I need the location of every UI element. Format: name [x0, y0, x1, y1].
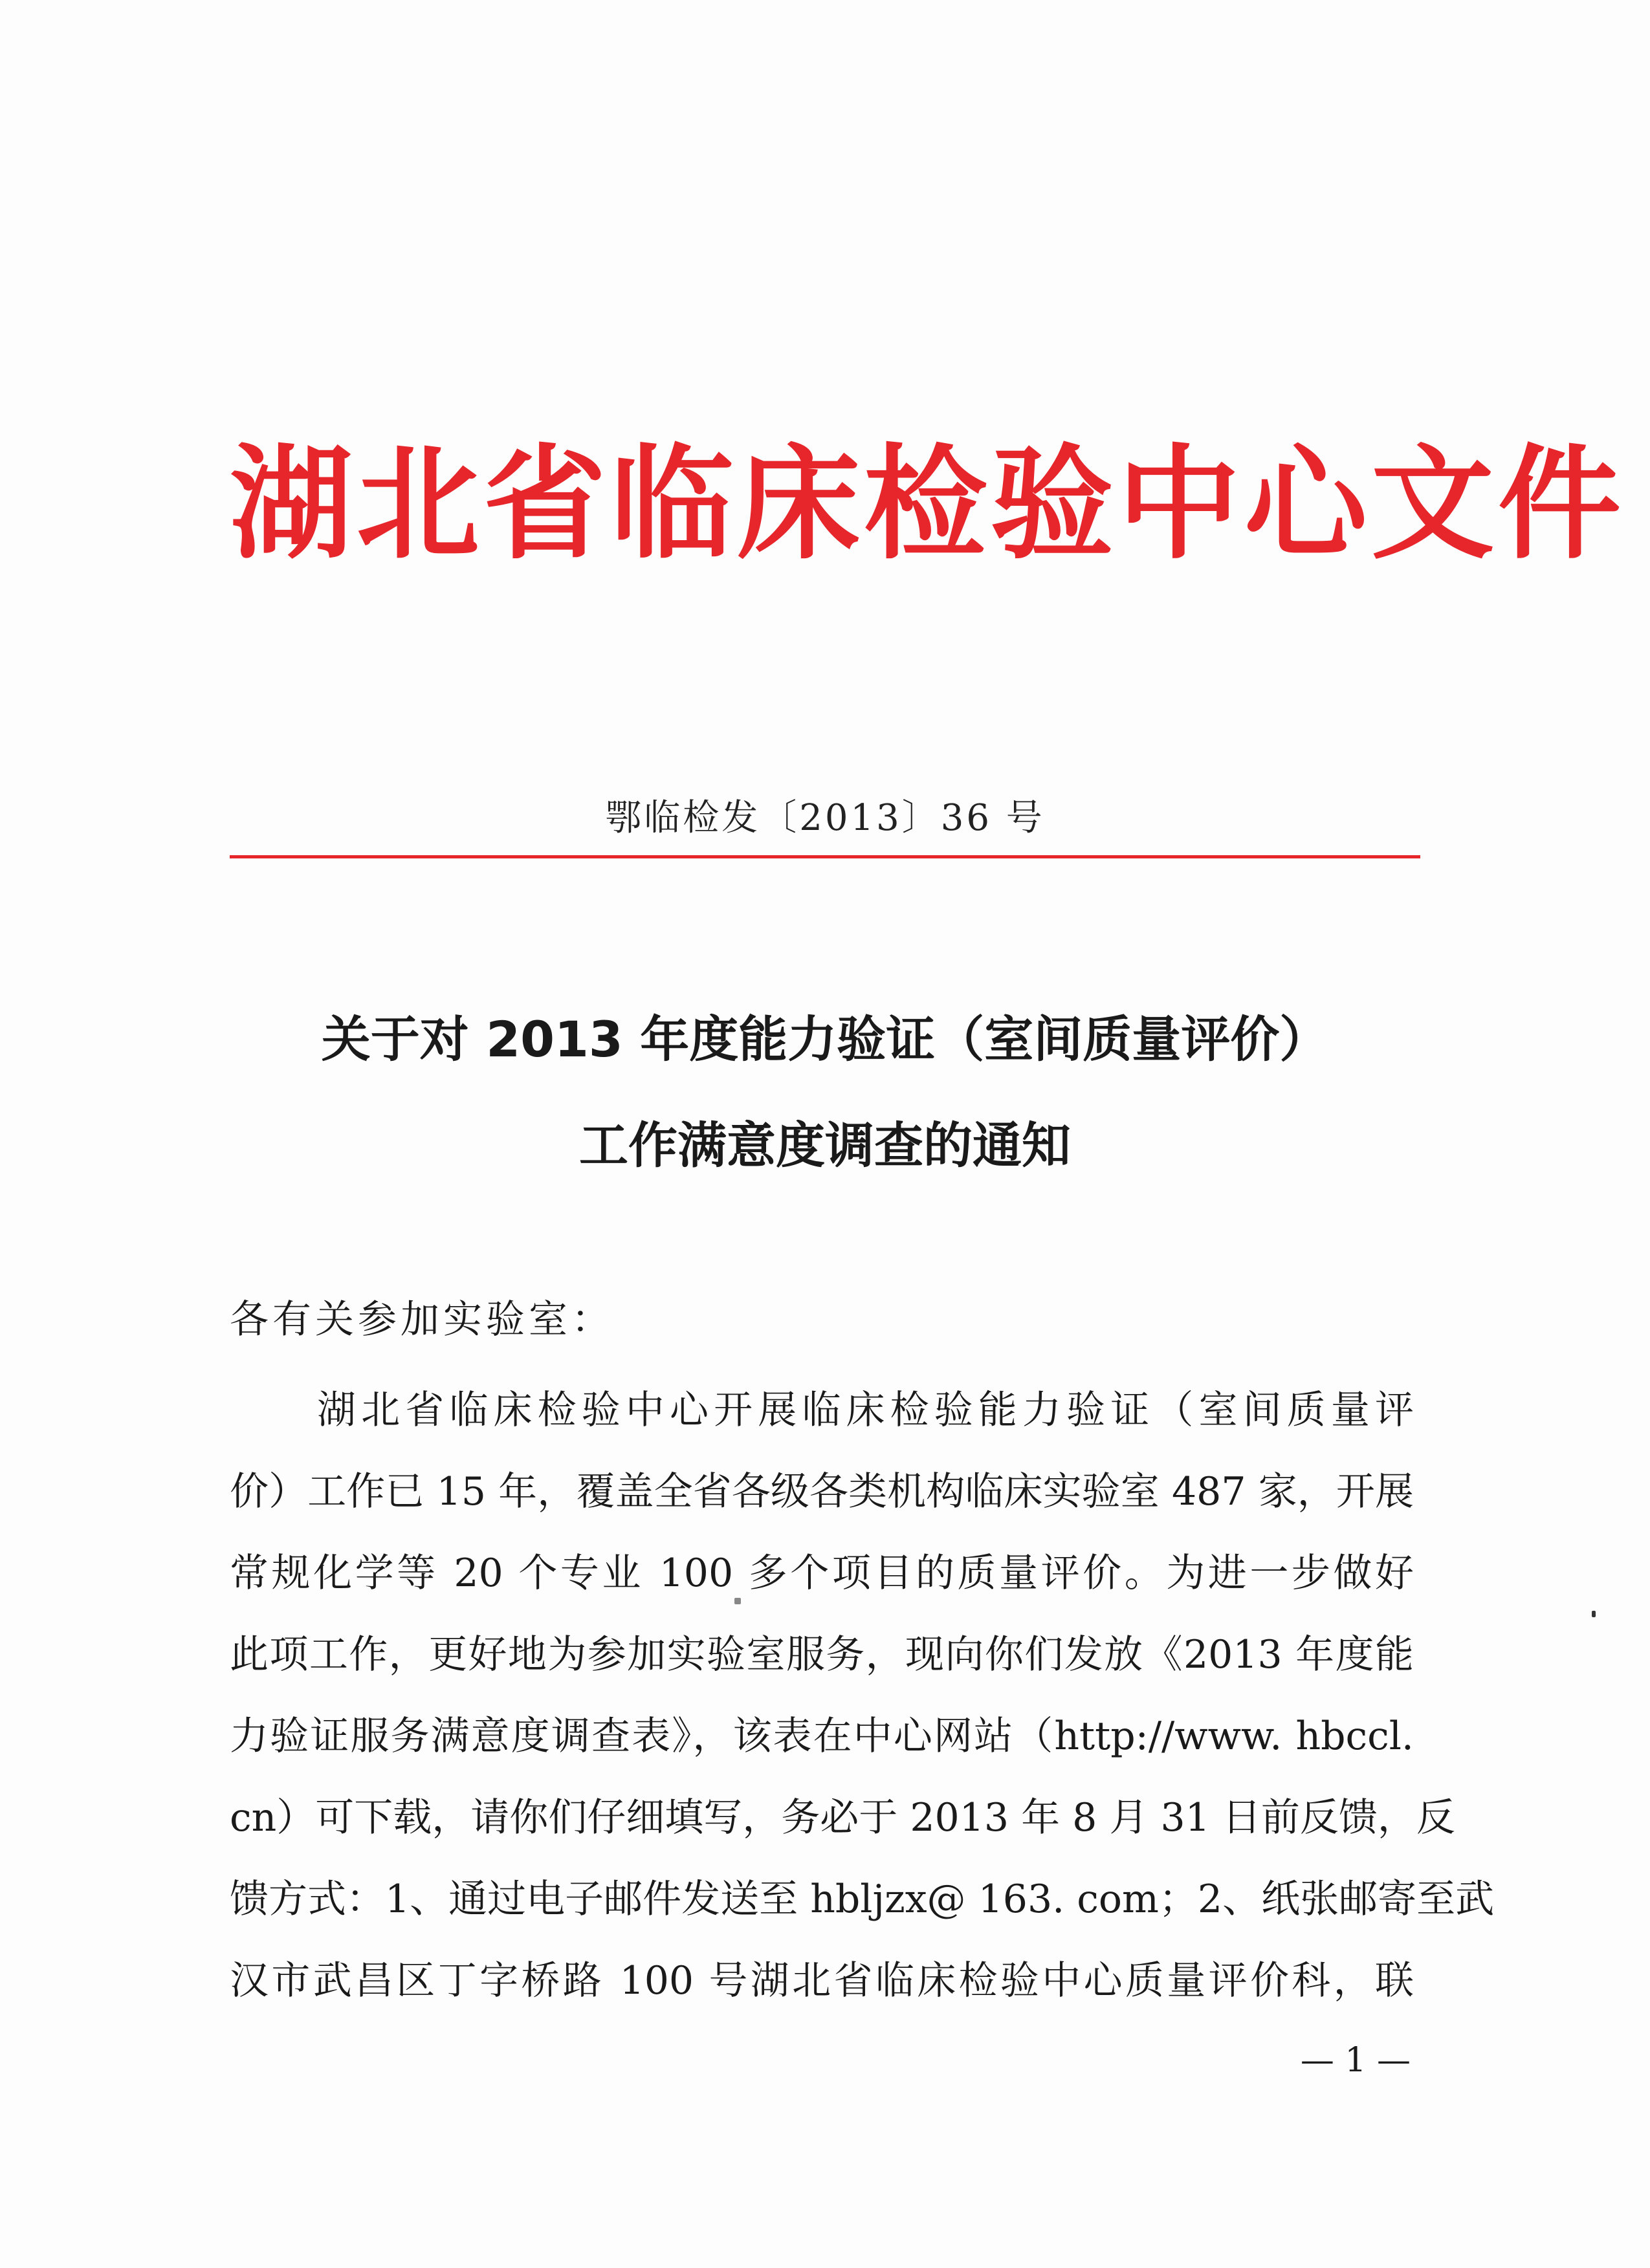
body-line-8: 汉市武昌区丁字桥路 100 号湖北省临床检验中心质量评价科，联 — [230, 1958, 1414, 2003]
red-divider-line — [230, 855, 1420, 858]
notice-title-line-2: 工作满意度调查的通知 — [579, 1117, 1071, 1174]
body-line-1: 湖北省临床检验中心开展临床检验能力验证（室间质量评 — [317, 1388, 1414, 1433]
body-line-3: 常规化学等 20 个专业 100 多个项目的质量评价。为进一步做好 — [230, 1551, 1414, 1596]
salutation: 各有关参加实验室： — [230, 1297, 614, 1342]
body-line-5: 力验证服务满意度调查表》，该表在中心网站（http://www. hbccl. — [230, 1714, 1414, 1759]
body-line-4: 此项工作，更好地为参加实验室服务，现向你们发放《2013 年度能 — [230, 1632, 1414, 1677]
page-number: — 1 — — [1300, 2041, 1411, 2080]
scan-speck — [734, 1598, 741, 1604]
body-line-7: 馈方式：1、通过电子邮件发送至 hbljzx@ 163. com；2、纸张邮寄至武 — [230, 1877, 1495, 1922]
issuer-header-title: 湖北省临床检验中心文件 — [230, 433, 1625, 576]
document-number: 鄂临检发〔2013〕36 号 — [605, 797, 1045, 839]
notice-title-line-1: 关于对 2013 年度能力验证（室间质量评价） — [321, 1010, 1329, 1068]
body-line-6: cn）可下载，请你们仔细填写，务必于 2013 年 8 月 31 日前反馈，反 — [230, 1795, 1455, 1840]
scan-speck — [1592, 1611, 1596, 1617]
body-line-2: 价）工作已 15 年，覆盖全省各级各类机构临床实验室 487 家，开展 — [230, 1469, 1414, 1514]
